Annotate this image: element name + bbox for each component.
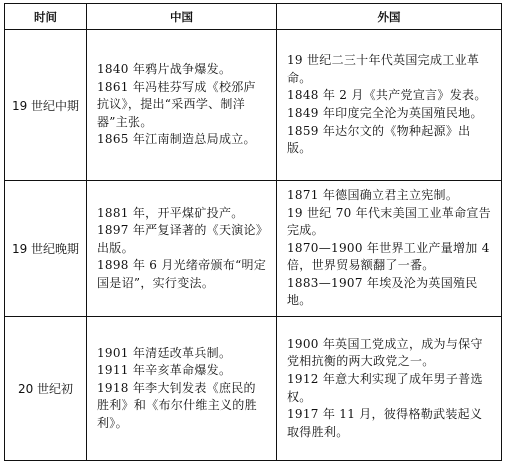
event-entry: 1859 年达尔文的《物种起源》出版。 bbox=[287, 123, 471, 156]
header-foreign: 外国 bbox=[277, 4, 502, 30]
header-period: 时间 bbox=[5, 4, 87, 30]
event-entry: 1901 年清廷改革兵制。 bbox=[97, 345, 232, 360]
table-row bbox=[5, 30, 502, 181]
event-entry: 1849 年印度完全沦为英国殖民地。 bbox=[287, 106, 483, 120]
event-entry: 1912 年意大利实现了成年男子普选权。 bbox=[287, 371, 483, 404]
event-entry: 1865 年江南制造总局成立。 bbox=[97, 132, 256, 147]
event-entry: 1840 年鸦片战争爆发。 bbox=[97, 62, 232, 77]
foreign-events-cell bbox=[277, 181, 502, 317]
period-cell: 20 世纪初 bbox=[5, 317, 87, 461]
period-cell: 19 世纪中期 bbox=[5, 30, 87, 181]
table-row bbox=[5, 317, 502, 461]
event-entry: 19 世纪 70 年代末美国工业革命宣告完成。 bbox=[287, 205, 491, 238]
event-entry: 1870—1900 年世界工业产量增加 4 倍，世界贸易额翻了一番。 bbox=[287, 240, 490, 273]
event-entry: 1897 年严复译著的《天演论》出版。 bbox=[97, 223, 263, 255]
event-entry: 1911 年辛亥革命爆发。 bbox=[97, 363, 232, 378]
event-entry: 1898 年 6 月光绪帝颁布“明定国是诏”，实行变法。 bbox=[97, 258, 267, 290]
event-entry: 1881 年，开平煤矿投产。 bbox=[97, 205, 244, 220]
period-cell: 19 世纪晚期 bbox=[5, 181, 87, 317]
event-entry: 1883—1907 年埃及沦为英国殖民地。 bbox=[287, 275, 478, 308]
history-comparison-table bbox=[4, 3, 502, 461]
table-row bbox=[5, 181, 502, 317]
foreign-events-cell bbox=[277, 317, 502, 461]
table-header-row bbox=[5, 4, 502, 30]
foreign-events-cell bbox=[277, 30, 502, 181]
event-entry: 1918 年李大钊发表《庶民的胜利》和《布尔什维主义的胜利》。 bbox=[97, 380, 257, 430]
china-events-cell bbox=[87, 181, 277, 317]
event-entry: 1861 年冯桂芬写成《校邠庐抗议》，提出“采西学、制洋器”主张。 bbox=[97, 79, 256, 129]
event-entry: 1871 年德国确立君主立宪制。 bbox=[287, 187, 459, 202]
header-china: 中国 bbox=[87, 4, 277, 30]
event-entry: 19 世纪二三十年代英国完成工业革命。 bbox=[287, 53, 480, 85]
event-entry: 1917 年 11 月，彼得格勒武装起义取得胜利。 bbox=[287, 407, 483, 439]
china-events-cell bbox=[87, 317, 277, 461]
china-events-cell bbox=[87, 30, 277, 181]
event-entry: 1900 年英国工党成立，成为与保守党相抗衡的两大政党之一。 bbox=[287, 336, 483, 369]
event-entry: 1848 年 2 月《共产党宣言》发表。 bbox=[287, 88, 487, 103]
